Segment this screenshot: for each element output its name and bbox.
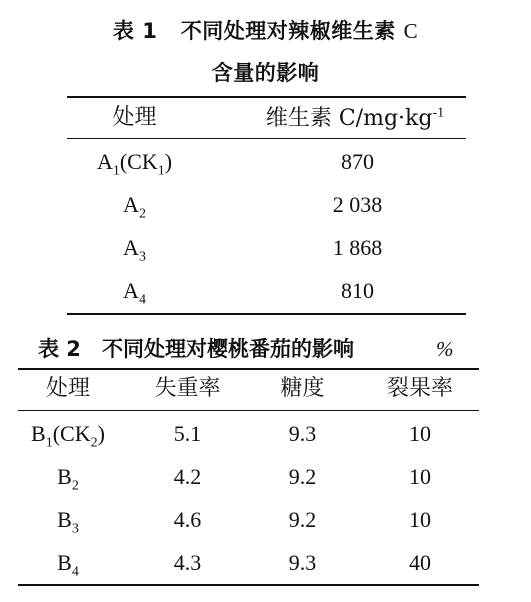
row-label-sub: 1 bbox=[112, 163, 120, 179]
table2-row-2-weight-loss: 4.2 bbox=[173, 464, 202, 489]
table2-header-rule bbox=[18, 410, 479, 411]
table1-caption-title: 不同处理对辣椒维生素 bbox=[180, 19, 396, 43]
row-label-sub: 3 bbox=[71, 521, 79, 537]
table2-row-1-sugar: 9.3 bbox=[288, 421, 317, 446]
table2-row-1-weight-loss: 5.1 bbox=[173, 421, 202, 446]
table1-row-3-value: 1 868 bbox=[332, 235, 383, 260]
row-label-sub: 1 bbox=[45, 435, 53, 451]
row-label-main: A bbox=[123, 278, 139, 303]
table1-caption bbox=[0, 19, 531, 43]
table1-header-rule bbox=[67, 138, 466, 139]
row-label-main: B bbox=[57, 464, 72, 489]
row-label-sub: 2 bbox=[138, 206, 146, 222]
table2-row-3-label bbox=[18, 507, 118, 537]
table2-header-sugar: 糖度 bbox=[280, 376, 325, 401]
row-label-paren-sub: 2 bbox=[90, 435, 98, 451]
table2-row-4-crack: 40 bbox=[409, 550, 431, 575]
table2-row-3-sugar: 9.2 bbox=[288, 507, 317, 532]
table1-header-vc-sup: -1 bbox=[432, 105, 445, 121]
table1-header-treatment: 处理 bbox=[112, 105, 157, 130]
table2-bottom-rule bbox=[18, 584, 479, 586]
table2-row-4-sugar: 9.3 bbox=[288, 550, 317, 575]
row-label-close: ) bbox=[164, 149, 173, 174]
row-label-sub: 2 bbox=[71, 478, 79, 494]
table1-row-2-value: 2 038 bbox=[332, 192, 383, 217]
table2-row-2-sugar: 9.2 bbox=[288, 464, 317, 489]
table2-caption-title: 不同处理对樱桃番茄的影响 bbox=[102, 337, 354, 361]
table2-caption-unit: % bbox=[436, 337, 454, 361]
table1-row-1-value: 870 bbox=[341, 149, 374, 174]
table1-row-2-label bbox=[67, 192, 202, 222]
row-label-sub: 4 bbox=[138, 292, 146, 308]
row-label-main: B bbox=[57, 507, 72, 532]
table2-row-3-weight-loss: 4.6 bbox=[173, 507, 202, 532]
table2-header-weight-loss: 失重率 bbox=[154, 376, 221, 401]
table2-row-1-crack: 10 bbox=[409, 421, 431, 446]
table2-header-treatment: 处理 bbox=[45, 376, 90, 401]
row-label-main: B bbox=[31, 421, 46, 446]
table2-top-rule bbox=[18, 368, 479, 370]
row-label-main: B bbox=[57, 550, 72, 575]
table1-row-1-label bbox=[67, 149, 202, 179]
table2-row-1-label bbox=[18, 421, 118, 451]
table2-row-4-label bbox=[18, 550, 118, 580]
table2-row-3-crack: 10 bbox=[409, 507, 431, 532]
row-label-main: A bbox=[123, 192, 139, 217]
table1-row-4-value: 810 bbox=[341, 278, 374, 303]
table1-header-vc bbox=[240, 105, 470, 132]
table1-caption-line2: 含量的影响 bbox=[211, 61, 320, 85]
table1-header-vc-prefix: 维生素 C/mg·kg bbox=[265, 106, 433, 131]
row-label-sub: 3 bbox=[138, 249, 146, 265]
table2-caption-number: 表 2 bbox=[38, 337, 81, 361]
table2-row-2-crack: 10 bbox=[409, 464, 431, 489]
table1-caption-latin: C bbox=[403, 19, 419, 43]
table2-row-2-label bbox=[18, 464, 118, 494]
row-label-paren: (CK bbox=[119, 149, 158, 174]
table1-row-3-label bbox=[67, 235, 202, 265]
table1-row-4-label bbox=[67, 278, 202, 308]
row-label-paren: (CK bbox=[52, 421, 91, 446]
table2-header-crack: 裂果率 bbox=[386, 376, 453, 401]
table1-bottom-rule bbox=[67, 313, 466, 315]
row-label-main: A bbox=[96, 149, 113, 174]
table1-caption-number: 表 1 bbox=[112, 19, 158, 43]
row-label-sub: 4 bbox=[71, 564, 79, 580]
row-label-main: A bbox=[123, 235, 139, 260]
table2-caption bbox=[0, 336, 531, 362]
row-label-close: ) bbox=[97, 421, 105, 446]
row-label-paren-sub: 1 bbox=[157, 163, 165, 179]
table1-top-rule bbox=[67, 96, 466, 98]
table2-row-4-weight-loss: 4.3 bbox=[173, 550, 202, 575]
